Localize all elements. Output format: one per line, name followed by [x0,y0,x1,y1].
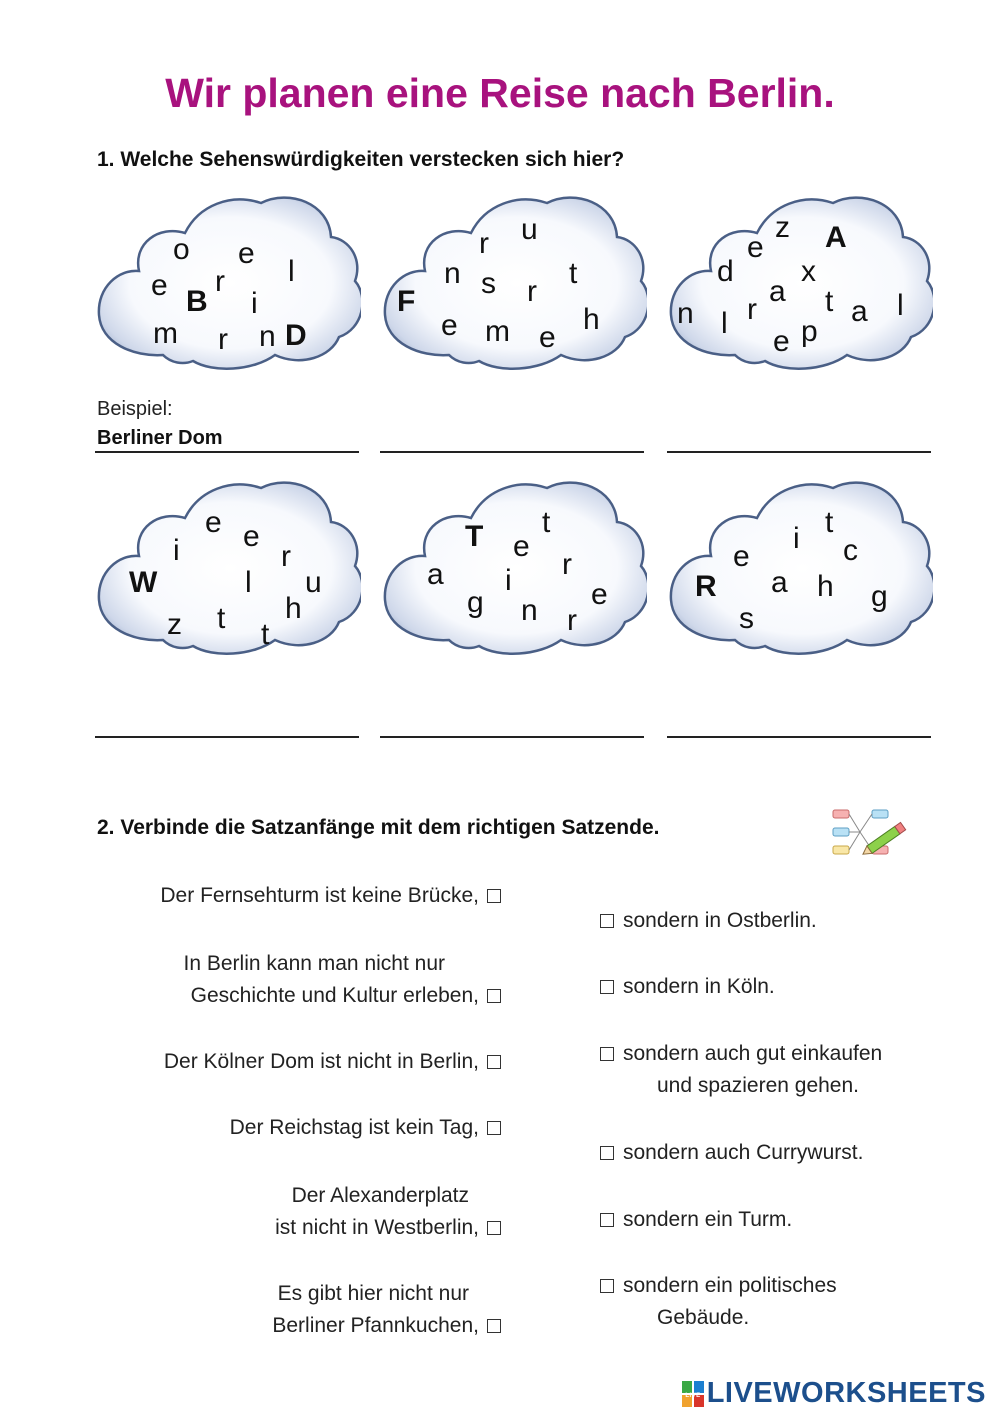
sentence-text: Geschichte und Kultur erleben, [190,984,479,1007]
cloud-letter: r [218,323,228,356]
cloud-letter: e [441,309,458,342]
connect-checkbox[interactable] [600,1047,614,1061]
cloud-letter: t [217,602,226,635]
word-cloud [665,472,933,672]
cloud-letter: B [186,285,208,318]
cloud-letter: n [677,297,694,330]
sentence-line [91,980,501,1012]
cloud-letter: u [305,566,322,599]
cloud-letter: e [733,540,750,573]
sentence-text: Der Reichstag ist kein Tag, [229,1116,479,1139]
cloud-letter: r [567,604,577,637]
sentence-beginning [91,948,501,1012]
cloud-letter: h [285,592,302,625]
cloud-letter: s [481,267,496,300]
cloud-letter: t [569,257,578,290]
connect-checkbox[interactable] [487,1319,501,1333]
word-cloud [93,472,361,672]
logo-badge [682,1381,704,1407]
task1-heading: 1. Welche Sehenswürdigkeiten verstecken sich hier? [97,148,625,171]
cloud-letter: e [151,269,168,302]
sentence-ending [600,971,960,1003]
sentence-line [91,1180,501,1212]
cloud-letter: e [773,325,790,358]
sentence-beginning [91,1112,501,1144]
cloud-letter: e [539,321,556,354]
answer-line-5[interactable] [380,736,644,738]
cloud-letter: n [521,594,538,627]
answer-line-3[interactable] [667,451,931,453]
connect-checkbox[interactable] [600,1213,614,1227]
sentence-line [91,1278,501,1310]
page-title: Wir planen eine Reise nach Berlin. [165,70,835,116]
sentence-ending [600,1270,960,1334]
cloud-letter: W [129,566,158,599]
connect-checkbox[interactable] [600,980,614,994]
cloud-letter: r [747,293,757,326]
cloud-letter: e [243,520,260,553]
sentence-text: Der Alexanderplatz [291,1184,469,1207]
sentence-beginning [91,880,501,912]
cloud-letter: r [479,227,489,260]
cloud-letter: z [775,211,790,244]
answer-line-1[interactable] [95,451,359,453]
sentence-beginning [91,1046,501,1078]
task2-heading: 2. Verbinde die Satzanfänge mit dem richtigen Satzende. [97,816,660,839]
cloud-letter: D [285,319,307,352]
answer-line-4[interactable] [95,736,359,738]
cloud-letter: F [397,285,416,318]
sentence-line [600,971,960,1003]
cloud-letter: r [215,265,225,298]
mindmap-pencil-icon [832,808,914,860]
cloud-letter: t [261,618,270,651]
cloud-letter: i [173,534,180,567]
word-cloud [379,472,647,672]
cloud-letter: l [721,307,728,340]
cloud-letter: a [851,295,868,328]
sentence-ending [600,905,960,937]
cloud-letter: z [167,608,182,641]
word-cloud [665,187,933,387]
sentence-text: Es gibt hier nicht nur [277,1282,469,1305]
sentence-line [600,1038,960,1070]
cloud-shape [93,187,361,387]
liveworksheets-logo [682,1377,986,1410]
sentence-ending [600,1137,960,1169]
sentence-line [91,1112,501,1144]
cloud-letter: r [562,548,572,581]
cloud-letter: h [583,303,600,336]
sentence-text: und spazieren gehen. [657,1074,859,1097]
connect-checkbox[interactable] [600,1279,614,1293]
connect-checkbox[interactable] [487,1055,501,1069]
sentence-line [600,1270,960,1302]
cloud-letter: A [825,221,847,254]
sentence-text: sondern ein Turm. [623,1208,793,1231]
connect-checkbox[interactable] [487,989,501,1003]
sentence-line [600,1137,960,1169]
sentence-text: sondern in Köln. [623,975,775,998]
answer-line-6[interactable] [667,736,931,738]
sentence-ending [600,1038,960,1102]
cloud-letter: s [739,602,754,635]
cloud-letter: i [793,522,800,555]
logo-badge-text: LIVE [685,1392,701,1399]
connect-checkbox[interactable] [600,1146,614,1160]
cloud-letter: g [871,580,888,613]
cloud-letter: u [521,213,538,246]
cloud-letter: r [527,275,537,308]
sentence-line [600,1204,960,1236]
sentence-text: Der Kölner Dom ist nicht in Berlin, [163,1050,479,1073]
sentence-line [600,905,960,937]
cloud-shape [379,472,647,672]
cloud-letter: e [238,237,255,270]
sentence-line [91,880,501,912]
cloud-letter: R [695,570,717,603]
connect-checkbox[interactable] [487,889,501,903]
cloud-letter: a [427,558,444,591]
sentence-line [91,1310,501,1342]
cloud-letter: i [505,564,512,597]
word-cloud [93,187,361,387]
sentence-text: sondern auch Currywurst. [623,1141,864,1164]
sentence-line [600,1070,960,1102]
sentence-text: ist nicht in Westberlin, [275,1216,479,1239]
cloud-letter: m [485,315,510,348]
cloud-letter: x [801,255,816,288]
cloud-letter: h [817,570,834,603]
cloud-letter: c [843,534,858,567]
sentence-line [91,948,501,980]
example-label: Beispiel: [97,398,173,420]
cloud-letter: t [825,506,834,539]
cloud-shape [665,187,933,387]
cloud-letter: t [825,285,834,318]
sentence-beginning [91,1278,501,1342]
cloud-letter: t [542,506,551,539]
example-answer: Berliner Dom [97,427,223,449]
cloud-letter: l [897,289,904,322]
sentence-line [600,1302,960,1334]
cloud-letter: e [513,530,530,563]
cloud-letter: a [769,275,786,308]
word-cloud [379,187,647,387]
cloud-letter: o [173,233,190,266]
sentence-text: Berliner Pfannkuchen, [272,1314,479,1337]
cloud-letter: i [251,287,258,320]
sentence-text: Der Fernsehturm ist keine Brücke, [160,884,479,907]
cloud-letter: n [444,257,461,290]
sentence-text: Gebäude. [657,1306,750,1329]
cloud-shape [379,187,647,387]
cloud-letter: l [245,566,252,599]
cloud-letter: e [591,578,608,611]
cloud-letter: p [801,315,818,348]
logo-text: LIVEWORKSHEETS [706,1377,986,1409]
answer-line-2[interactable] [380,451,644,453]
cloud-letter: m [153,317,178,350]
sentence-text: sondern auch gut einkaufen [623,1042,883,1065]
cloud-letter: n [259,320,276,353]
sentence-line [91,1212,501,1244]
sentence-line [91,1046,501,1078]
cloud-letter: r [281,540,291,573]
sentence-beginning [91,1180,501,1244]
sentence-text: sondern in Ostberlin. [623,909,817,932]
cloud-letter: T [465,520,484,553]
cloud-letter: g [467,586,484,619]
cloud-letter: d [717,255,734,288]
sentence-text: In Berlin kann man nicht nur [183,952,445,975]
cloud-letter: a [771,566,788,599]
cloud-letter: e [747,231,764,264]
connect-checkbox[interactable] [487,1221,501,1235]
sentence-text: sondern ein politisches [623,1274,837,1297]
cloud-letter: l [288,255,295,288]
connect-checkbox[interactable] [487,1121,501,1135]
sentence-ending [600,1204,960,1236]
cloud-letter: e [205,506,222,539]
connect-checkbox[interactable] [600,914,614,928]
